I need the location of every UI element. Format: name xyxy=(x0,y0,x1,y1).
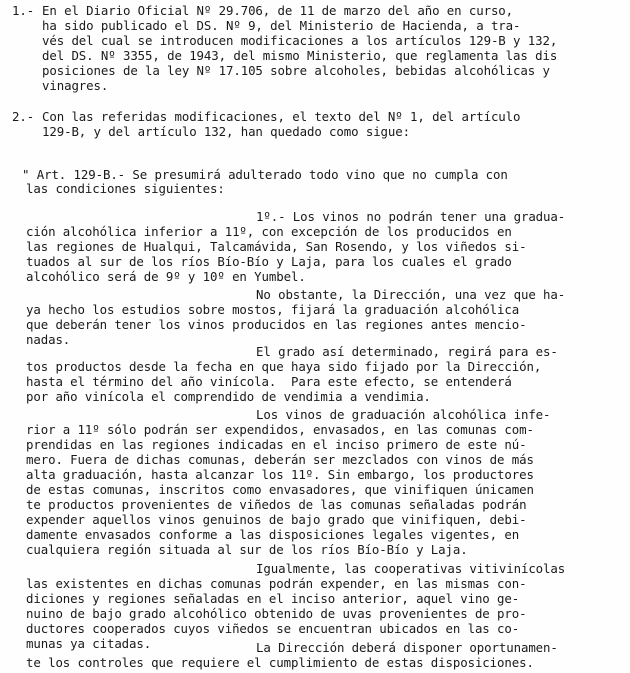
article-paragraph-line: La Dirección deberá disponer oportunamen- xyxy=(256,640,558,655)
article-paragraph-line: munas ya citadas. xyxy=(26,636,152,651)
article-paragraph-line: No obstante, la Dirección, una vez que ha- xyxy=(256,287,566,302)
article-paragraph-line: 1º.- Los vinos no podrán tener una gradua- xyxy=(256,209,566,224)
article-paragraph-line: damente envasados conforme a las disposiciones legales vigentes, en xyxy=(26,527,520,542)
item-text-line: En el Diario Oficial Nº 29.706, de 11 de marzo del año en curso, xyxy=(42,3,514,18)
article-paragraph-line: Igualmente, las cooperativas vitivinícolas xyxy=(256,561,566,576)
article-paragraph-line: las existentes en dichas comunas podrán expender, en las mismas con- xyxy=(26,576,527,591)
item-text-line: vés del cual se introducen modificaciones a los artículos 129-B y 132, xyxy=(42,33,558,48)
article-paragraph-line: diciones y regiones señaladas en el inciso anterior, aquel vino ge- xyxy=(26,591,520,606)
article-paragraph-line: las regiones de Hualqui, Talcamávida, San Rosendo, y los viñedos si- xyxy=(26,239,527,254)
article-paragraph-line: alta graduación, hasta alcanzar los 11º. Sin embargo, los productores xyxy=(26,467,534,482)
article-paragraph-line: cualquiera región situada al sur de los ríos Bío-Bío y Laja. xyxy=(26,542,468,557)
item-text-line: posiciones de la ley Nº 17.105 sobre alcoholes, bebidas alcohólicas y xyxy=(42,63,550,78)
article-paragraph-line: tuados al sur de los ríos Bío-Bío y Laja, para los cuales el grado xyxy=(26,254,512,269)
article-paragraph-line: El grado así determinado, regirá para es- xyxy=(256,344,558,359)
item-text-line: 129-B, y del artículo 132, han quedado como sigue: xyxy=(42,124,410,139)
article-paragraph-line: rior a 11º sólo podrán ser expendidos, envasados, en las comunas com- xyxy=(26,422,534,437)
article-paragraph-line: nuino de bajo grado alcohólico obtenido de uvas provenientes de pro- xyxy=(26,606,527,621)
article-paragraph-line: ductores cooperados cuyos viñedos se encuentran ubicados en las co- xyxy=(26,621,520,636)
article-paragraph-line: que deberán tener los vinos producidos en las regiones antes mencio- xyxy=(26,317,527,332)
item-text-line: ha sido publicado el DS. Nº 9, del Ministerio de Hacienda, a tra- xyxy=(42,18,521,33)
article-paragraph-line: mero. Fuera de dichas comunas, deberán ser mezclados con vinos de más xyxy=(26,452,534,467)
article-paragraph-line: ya hecho los estudios sobre mostos, fijará la graduación alcohólica xyxy=(26,302,520,317)
article-paragraph-line: ción alcohólica inferior a 11º, con excepción de los producidos en xyxy=(26,224,512,239)
item-text-line: del DS. Nº 3355, de 1943, del mismo Ministerio, que reglamenta las dis xyxy=(42,48,558,63)
article-paragraph-line: nadas. xyxy=(26,332,71,347)
article-paragraph-line: te los controles que requiere el cumplimiento de estas disposiciones. xyxy=(26,655,534,670)
article-paragraph-line: hasta el término del año vinícola. Para este efecto, se entenderá xyxy=(26,374,512,389)
article-paragraph-line: te productos provenientes de viñedos de las comunas señaladas podrán xyxy=(26,497,527,512)
article-paragraph-line: por año vinícola el comprendido de vendimia a vendimia. xyxy=(26,389,431,404)
article-paragraph-line: alcohólico será de 9º y 10º en Yumbel. xyxy=(26,269,306,284)
article-paragraph-line: prendidas en las regiones indicadas en el inciso primero de este nú- xyxy=(26,437,527,452)
article-paragraph-line: de estas comunas, inscritos como envasadores, que vinifiquen únicamen xyxy=(26,482,534,497)
item-number: 2.- xyxy=(12,109,35,124)
article-paragraph-line: Los vinos de graduación alcohólica infe- xyxy=(256,407,551,422)
item-text-line: Con las referidas modificaciones, el texto del Nº 1, del artículo xyxy=(42,109,521,124)
article-heading-line: las condiciones siguientes: xyxy=(26,181,225,196)
article-heading-line: " Art. 129-B.- Se presumirá adulterado todo vino que no cumpla con xyxy=(22,167,508,182)
item-number: 1.- xyxy=(12,3,35,18)
item-text-line: vinagres. xyxy=(42,78,109,93)
article-paragraph-line: expender aquellos vinos genuinos de bajo grado que vinifiquen, debi- xyxy=(26,512,527,527)
article-paragraph-line: tos productos desde la fecha en que haya sido fijado por la Dirección, xyxy=(26,359,542,374)
